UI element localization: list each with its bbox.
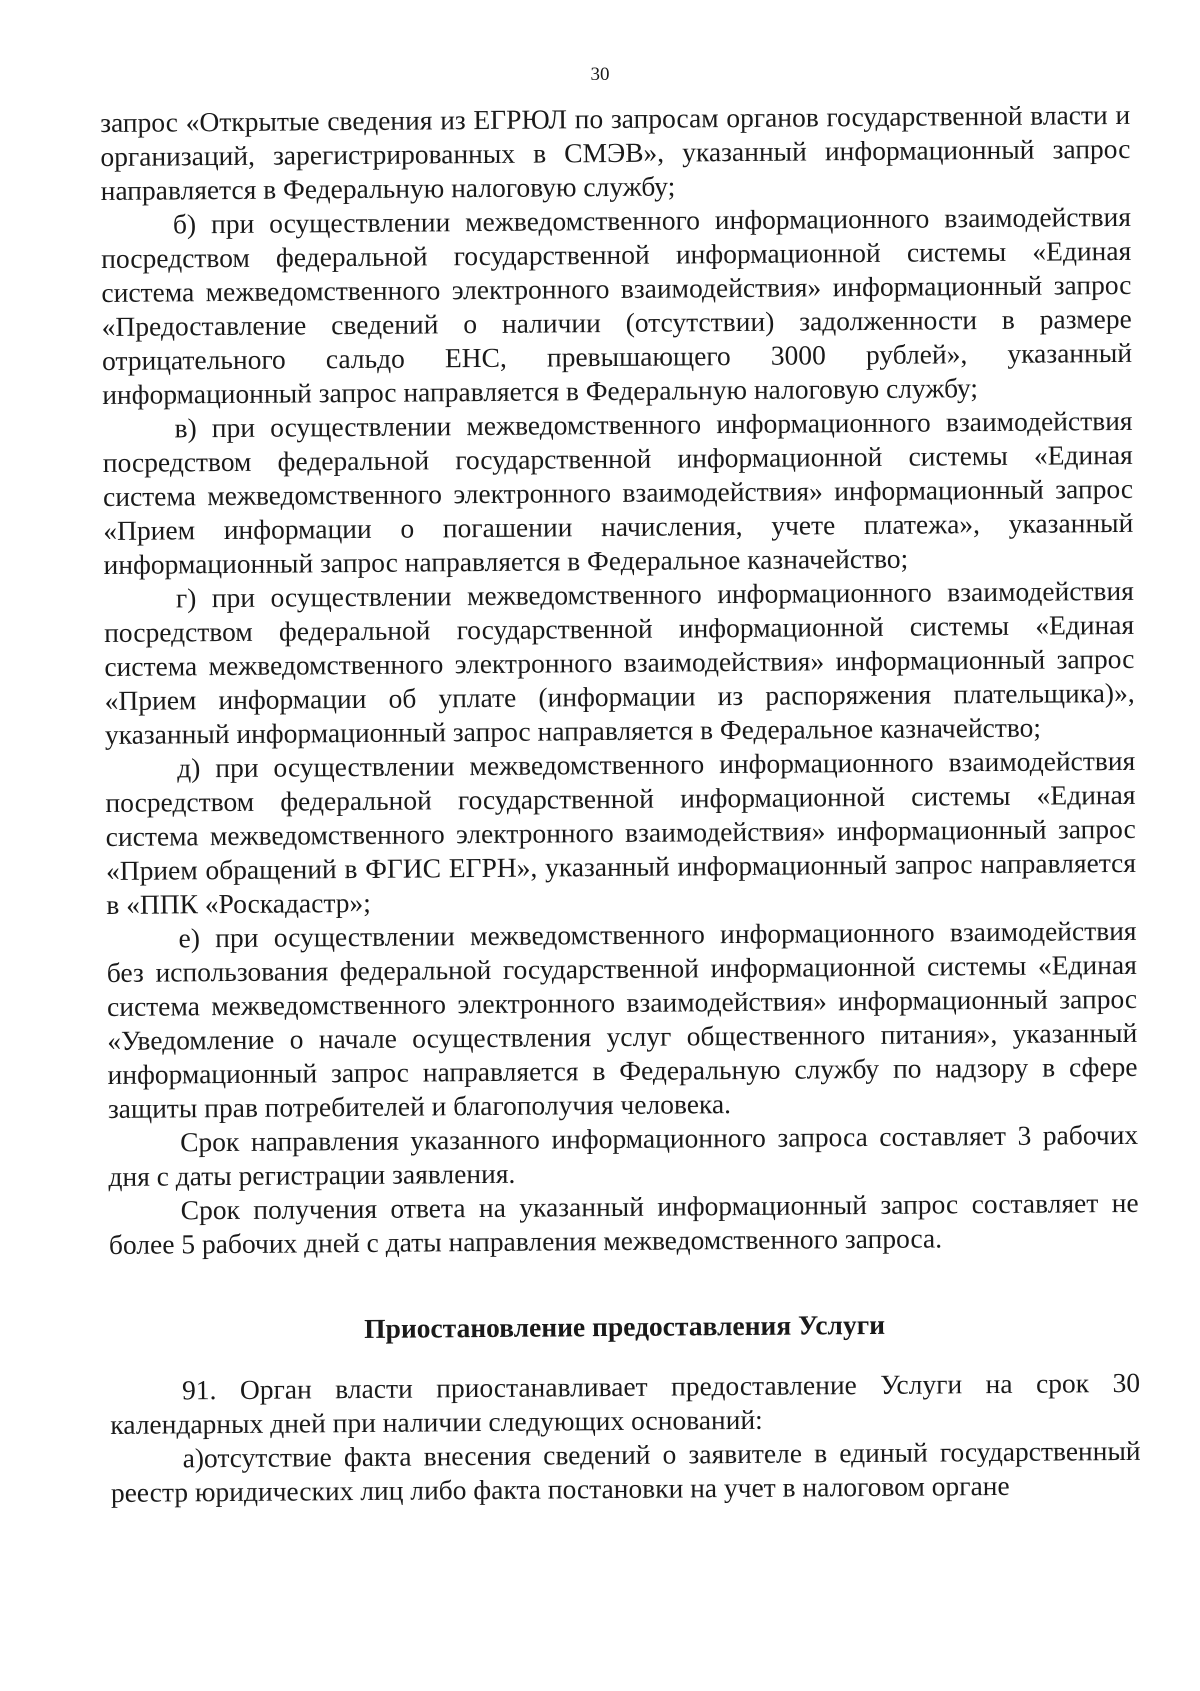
paragraph-item-g: г) при осуществлении межведомственного информационного взаимодействия посредством федеральной государственной информационной системы «Единая система межведомственного электронного взаимодействия» информационный запрос «Прием информации об уплате (информации из распоряжения плательщика)», указанный информационный запрос направляется в Федеральное казначейство; bbox=[104, 574, 1135, 750]
page-number: 30 bbox=[590, 64, 610, 85]
paragraph-clause-91: 91. Орган власти приостанавливает предоставление Услуги на срок 30 календарных дней при наличии следующих оснований: bbox=[110, 1366, 1141, 1440]
paragraph-item-b: б) при осуществлении межведомственного информационного взаимодействия посредством федеральной государственной информационной системы «Единая система межведомственного электронного взаимодействия» информационный запрос «Предоставление сведений о наличии (отсутствии) задолженности в размере отрицательного сальдо ЕНС, превышающего 3000 рублей», указанный информационный запрос направляется в Федеральную налоговую службу; bbox=[101, 200, 1133, 410]
paragraph-continuation: запрос «Открытые сведения из ЕГРЮЛ по запросам органов государственной власти и организаций, зарегистрированных в СМЭВ», указанный информационный запрос направляется в Федеральную налоговую службу; bbox=[100, 98, 1131, 206]
paragraph-request-deadline: Срок направления указанного информационного запроса составляет 3 рабочих дня с даты регистрации заявления. bbox=[108, 1118, 1139, 1192]
paragraph-item-e: е) при осуществлении межведомственного информационного взаимодействия без использования федеральной государственной информационной системы «Единая система межведомственного электронного взаимодействия» информационный запрос «Уведомление о начале осуществления услуг общественного питания», указанный информационный запрос направляется в Федеральную службу по надзору в сфере защиты прав потребителей и благополучия человека. bbox=[106, 914, 1138, 1124]
paragraph-clause-91-a: а)отсутствие факта внесения сведений о заявителе в единый государственный реестр юридических лиц либо факта постановки на учет в налоговом органе bbox=[110, 1434, 1141, 1508]
paragraph-item-v: в) при осуществлении межведомственного информационного взаимодействия посредством федеральной государственной информационной системы «Единая система межведомственного электронного взаимодействия» информационный запрос «Прием информации о погашении начисления, учете платежа», указанный информационный запрос направляется в Федеральное казначейство; bbox=[102, 404, 1134, 580]
paragraph-response-deadline: Срок получения ответа на указанный информационный запрос составляет не более 5 рабочих дней с даты направления межведомственного запроса. bbox=[108, 1186, 1139, 1260]
section-heading: Приостановление предоставления Услуги bbox=[364, 1308, 886, 1344]
paragraph-item-d: д) при осуществлении межведомственного информационного взаимодействия посредством федеральной государственной информационной системы «Единая система межведомственного электронного взаимодействия» информационный запрос «Прием обращений в ФГИС ЕГРН», указанный информационный запрос направляется в «ППК «Роскадастр»; bbox=[105, 744, 1137, 920]
document-body bbox=[100, 98, 1141, 1510]
